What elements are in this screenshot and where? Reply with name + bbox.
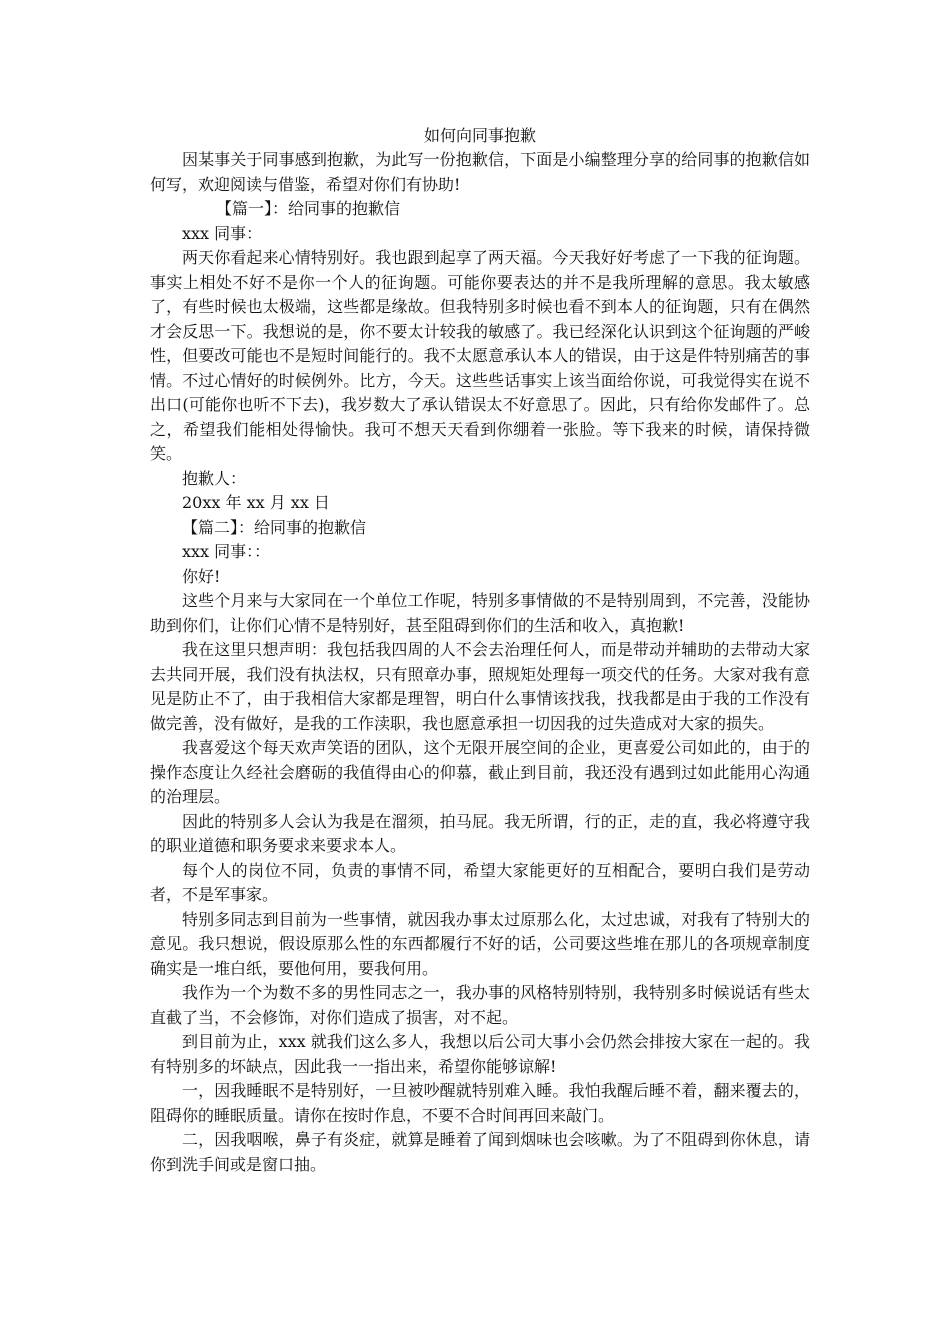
section2-paragraph: 因此的特别多人会认为我是在溜须，拍马屁。我无所谓，行的正，走的直，我必将遵守我的职业道德和职务要求来要求本人。 <box>150 811 810 855</box>
section1-salutation: xxx 同事： <box>182 223 263 243</box>
section2-paragraph: 每个人的岗位不同，负责的事情不同，希望大家能更好的互相配合，要明白我们是劳动者，不是军事家。 <box>150 860 810 904</box>
section2-paragraph: 二，因我咽喉，鼻子有炎症，就算是睡着了闻到烟味也会咳嗽。为了不阻碍到你休息，请你到洗手间或是窗口抽。 <box>150 1130 810 1174</box>
section2-paragraph: 特别多同志到目前为一些事情，就因我办事太过原那么化，太过忠诚，对我有了特别大的意见。我只想说，假设原那么性的东西都履行不好的话，公司要这些堆在那儿的各项规章制度确实是一堆白纸，要他何用，要我何用。 <box>150 909 810 978</box>
document-title: 如何向同事抱歉 <box>423 126 536 145</box>
section2-heading: 【篇二】：给同事的抱歉信 <box>182 517 367 537</box>
section2-paragraph: 一，因我睡眠不是特别好，一旦被吵醒就特别难入睡。我怕我醒后睡不着，翻来覆去的，阻碍你的睡眠质量。请你在按时作息，不要不合时间再回来敲门。 <box>150 1081 810 1125</box>
section1-heading: 【篇一】：给同事的抱歉信 <box>216 199 401 218</box>
document-content <box>150 124 810 1177</box>
section2-paragraph: 我喜爱这个每天欢声笑语的团队，这个无限开展空间的企业，更喜爱公司如此的，由于的操作态度让久经社会磨砺的我值得由心的仰慕，截止到目前，我还没有遇到过如此能用心沟通的治理层。 <box>150 738 810 806</box>
intro-paragraph: 因某事关于同事感到抱歉，为此写一份抱歉信，下面是小编整理分享的给同事的抱歉信如何写，欢迎阅读与借鉴，希望对你们有协助! <box>150 150 810 194</box>
section2-paragraph: 到目前为止，xxx 就我们这么多人，我想以后公司大事小会仍然会排按大家在一起的。我有特别多的坏缺点，因此我一一指出来，希望你能够谅解! <box>150 1032 810 1076</box>
section2-paragraph: 我在这里只想声明：我包括我四周的人不会去治理任何人，而是带动并辅助的去带动大家去共同开展，我们没有执法权，只有照章办事，照规矩处理每一项交代的任务。大家对我有意见是防止不了，由于我相信大家都是理智，明白什么事情该找我，找我都是由于我的工作没有做完善，没有做好，是我的工作渎职，我也愿意承担一切因我的过失造成对大家的损失。 <box>150 640 810 733</box>
section2-greeting: 你好! <box>182 566 221 586</box>
section2-paragraph: 我作为一个为数不多的男性同志之一，我办事的风格特别特别，我特别多时候说话有些太直截了当，不会修饰，对你们造成了损害，对不起。 <box>150 983 810 1027</box>
section2-paragraph: 这些个月来与大家同在一个单位工作呢，特别多事情做的不是特别周到，不完善，没能协助到你们，让你们心情不是特别好，甚至阻碍到你们的生活和收入，真抱歉! <box>150 591 810 635</box>
section1-signature: 抱歉人： <box>182 468 247 488</box>
section1-date: 20xx 年 xx 月 xx 日 <box>182 493 330 512</box>
section1-body: 两天你看起来心情特别好。我也跟到起享了两天福。今天我好好考虑了一下我的征询题。事实上相处不好不是你一个人的征询题。可能你要表达的并不是我所理解的意思。我太敏感了，有些时候也太极端，这些都是缘故。但我特别多时候也看不到本人的征询题，只有在偶然才会反思一下。我想说的是，你不要太计较我的敏感了。我已经深化认识到这个征询题的严峻性，但要改可能也不是短时间能行的。我不太愿意承认本人的错误，由于这是件特别痛苦的事情。不过心情好的时候例外。比方，今天。这些些话事实上该当面给你说，可我觉得实在说不出口(可能你也听不下去)，我岁数大了承认错误太不好意思了。因此，只有给你发邮件了。总之，希望我们能相处得愉快。我可不想天天看到你绷着一张脸。等下我来的时候，请保持微笑。 <box>150 248 810 463</box>
section2-salutation: xxx 同事：： <box>182 542 271 561</box>
